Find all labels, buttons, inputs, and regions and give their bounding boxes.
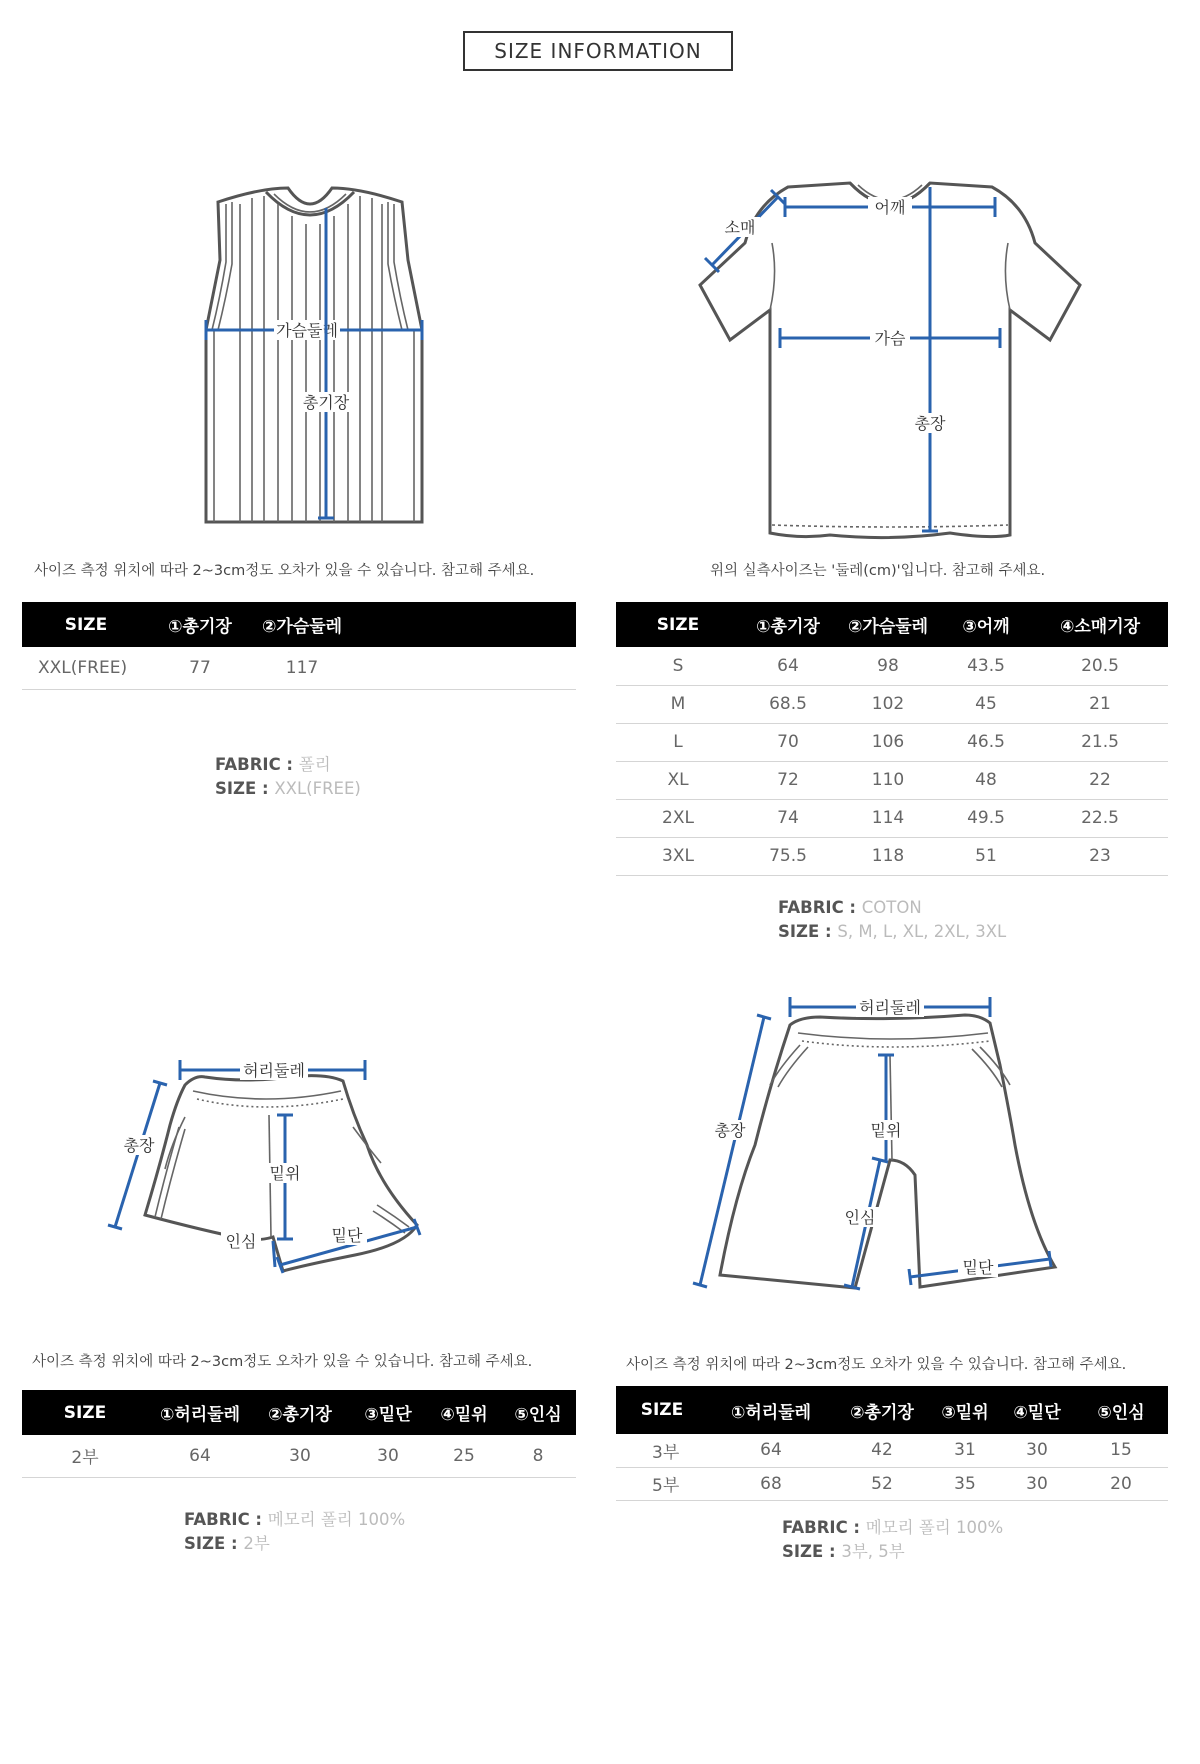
shorts2-fabric-info (184, 1508, 405, 1556)
tshirt-fabric-info (778, 896, 1006, 944)
table-row (616, 1434, 1168, 1467)
shorts2-fabric-line (184, 1508, 405, 1532)
table-header-cell: ②총기장 (252, 1390, 348, 1435)
shorts2-rise-label: 밑위 (269, 1164, 301, 1183)
tshirt-length-label: 총장 (914, 414, 946, 433)
shorts35-inseam-label: 인심 (844, 1208, 876, 1227)
table-cell: 70 (740, 723, 836, 761)
table-cell: 75.5 (740, 837, 836, 875)
table-cell: 43.5 (940, 647, 1032, 685)
table-cell: 68 (708, 1467, 834, 1500)
table-header-cell: ②총기장 (834, 1386, 930, 1434)
table-cell: 77 (150, 647, 250, 689)
table-cell: 110 (836, 761, 940, 799)
table-header-cell: ③밑위 (930, 1386, 1000, 1434)
shorts35-measure-note: 사이즈 측정 위치에 따라 2~3cm정도 오차가 있을 수 있습니다. 참고해 주세요. (626, 1357, 1127, 1373)
table-cell: 74 (740, 799, 836, 837)
table-cell: 30 (1000, 1467, 1074, 1500)
table-cell: 117 (250, 647, 354, 689)
size-value: 2부 (243, 1534, 270, 1553)
vest-measure-note: 사이즈 측정 위치에 따라 2~3cm정도 오차가 있을 수 있습니다. 참고해 주세요. (34, 563, 535, 579)
tshirt-diagram (690, 175, 1090, 545)
fabric-value: 메모리 폴리 100% (865, 1518, 1004, 1537)
table-cell: 98 (836, 647, 940, 685)
table-cell: XL (616, 761, 740, 799)
size-value: XXL(FREE) (274, 779, 361, 798)
table-header-cell: SIZE (22, 602, 150, 647)
table-cell: 3XL (616, 837, 740, 875)
tshirt-size-table (616, 602, 1168, 876)
vest-fabric-line (215, 753, 361, 777)
table-cell: 31 (930, 1434, 1000, 1467)
table-cell: 102 (836, 685, 940, 723)
shorts2-inseam-label: 인심 (225, 1232, 257, 1251)
table-header-cell: ①허리둘레 (708, 1386, 834, 1434)
table-cell: 21.5 (1032, 723, 1168, 761)
shorts35-length-label: 총장 (714, 1121, 746, 1140)
table-cell: 20 (1074, 1467, 1168, 1500)
vest-size-line (215, 777, 361, 801)
table-header-cell: ⑤인심 (1074, 1386, 1168, 1434)
table-header-cell (354, 602, 576, 647)
table-header-cell: ③어깨 (940, 602, 1032, 647)
table-row (616, 1467, 1168, 1500)
table-cell: 20.5 (1032, 647, 1168, 685)
vest-chest-label: 가슴둘레 (276, 321, 338, 340)
table-header-row (616, 602, 1168, 647)
shorts35-fabric-line (782, 1516, 1003, 1540)
shorts-35bu-diagram (690, 995, 1070, 1305)
table-cell: L (616, 723, 740, 761)
table-cell: 35 (930, 1467, 1000, 1500)
shorts35-rise-label: 밑위 (870, 1121, 902, 1140)
vest-diagram (190, 180, 430, 530)
vest-length-label: 총기장 (302, 393, 350, 412)
shorts-2bu-diagram (105, 1055, 435, 1280)
tshirt-chest-label: 가슴 (874, 329, 906, 348)
table-header-cell: ①총기장 (150, 602, 250, 647)
size-key: SIZE : (778, 922, 838, 941)
table-cell: M (616, 685, 740, 723)
table-header-row (22, 602, 576, 647)
table-cell: 23 (1032, 837, 1168, 875)
fabric-value: 메모리 폴리 100% (267, 1510, 406, 1529)
table-header-cell: ④소매기장 (1032, 602, 1168, 647)
table-row (616, 647, 1168, 685)
table-cell: 106 (836, 723, 940, 761)
table-cell: 68.5 (740, 685, 836, 723)
size-value: S, M, L, XL, 2XL, 3XL (837, 922, 1007, 941)
tshirt-fabric-line (778, 896, 1006, 920)
vest-fabric-info (215, 753, 361, 801)
table-cell: 25 (428, 1435, 500, 1477)
shorts2-hem-label: 밑단 (331, 1226, 363, 1245)
table-header-cell: ②가슴둘레 (836, 602, 940, 647)
table-header-cell: ①허리둘레 (148, 1390, 252, 1435)
fabric-key: FABRIC : (184, 1510, 268, 1529)
tshirt-shoulder-label: 어깨 (874, 198, 906, 217)
shorts2-size-line (184, 1532, 405, 1556)
table-cell: 42 (834, 1434, 930, 1467)
fabric-key: FABRIC : (782, 1518, 866, 1537)
shorts35-hem-label: 밑단 (962, 1258, 994, 1277)
table-cell: 21 (1032, 685, 1168, 723)
shorts2-size-table (22, 1390, 576, 1478)
table-row (616, 837, 1168, 875)
shorts35-fabric-info (782, 1516, 1003, 1564)
table-cell: 45 (940, 685, 1032, 723)
table-cell: 118 (836, 837, 940, 875)
tshirt-size-line (778, 920, 1006, 944)
table-header-row (22, 1390, 576, 1435)
table-header-cell: ①총기장 (740, 602, 836, 647)
size-key: SIZE : (215, 779, 275, 798)
fabric-key: FABRIC : (215, 755, 299, 774)
size-value: 3부, 5부 (841, 1542, 905, 1561)
shorts35-size-line (782, 1540, 1003, 1564)
table-cell: 22 (1032, 761, 1168, 799)
table-header-cell: SIZE (616, 1386, 708, 1434)
fabric-value: 폴리 (298, 755, 331, 774)
table-header-cell: SIZE (22, 1390, 148, 1435)
table-cell: 2XL (616, 799, 740, 837)
table-header-cell: ②가슴둘레 (250, 602, 354, 647)
table-cell: 3부 (616, 1434, 708, 1467)
table-cell: 51 (940, 837, 1032, 875)
table-cell: 52 (834, 1467, 930, 1500)
table-cell: 30 (348, 1435, 428, 1477)
size-key: SIZE : (782, 1542, 842, 1561)
table-row (616, 723, 1168, 761)
table-row (22, 1435, 576, 1477)
table-row (616, 685, 1168, 723)
table-header-cell: ④밑단 (1000, 1386, 1074, 1434)
table-row (616, 761, 1168, 799)
shorts35-waist-label: 허리둘레 (859, 998, 921, 1017)
table-cell: 2부 (22, 1435, 148, 1477)
table-cell: 49.5 (940, 799, 1032, 837)
table-cell: 114 (836, 799, 940, 837)
table-cell: S (616, 647, 740, 685)
fabric-value: COTON (861, 898, 922, 917)
table-cell: 8 (500, 1435, 576, 1477)
table-cell: 22.5 (1032, 799, 1168, 837)
shorts2-waist-label: 허리둘레 (243, 1061, 305, 1080)
page-title: SIZE INFORMATION (463, 31, 733, 71)
table-cell: 48 (940, 761, 1032, 799)
table-cell (354, 647, 576, 689)
table-cell: XXL(FREE) (22, 647, 150, 689)
tshirt-sleeve-label: 소매 (724, 218, 756, 237)
table-cell: 15 (1074, 1434, 1168, 1467)
table-cell: 30 (1000, 1434, 1074, 1467)
table-header-cell: ④밑위 (428, 1390, 500, 1435)
table-header-cell: ③밑단 (348, 1390, 428, 1435)
table-cell: 46.5 (940, 723, 1032, 761)
shorts2-length-label: 총장 (123, 1136, 155, 1155)
size-key: SIZE : (184, 1534, 244, 1553)
table-cell: 72 (740, 761, 836, 799)
table-header-cell: SIZE (616, 602, 740, 647)
shorts2-measure-note: 사이즈 측정 위치에 따라 2~3cm정도 오차가 있을 수 있습니다. 참고해 주세요. (32, 1354, 533, 1370)
table-header-cell: ⑤인심 (500, 1390, 576, 1435)
table-row (22, 647, 576, 689)
tshirt-circumference-note: 위의 실측사이즈는 '둘레(cm)'입니다. 참고해 주세요. (710, 563, 1046, 579)
table-cell: 64 (708, 1434, 834, 1467)
table-cell: 64 (740, 647, 836, 685)
fabric-key: FABRIC : (778, 898, 862, 917)
vest-size-table (22, 602, 576, 690)
table-cell: 30 (252, 1435, 348, 1477)
table-header-row (616, 1386, 1168, 1434)
table-cell: 64 (148, 1435, 252, 1477)
table-row (616, 799, 1168, 837)
shorts35-size-table (616, 1386, 1168, 1501)
table-cell: 5부 (616, 1467, 708, 1500)
